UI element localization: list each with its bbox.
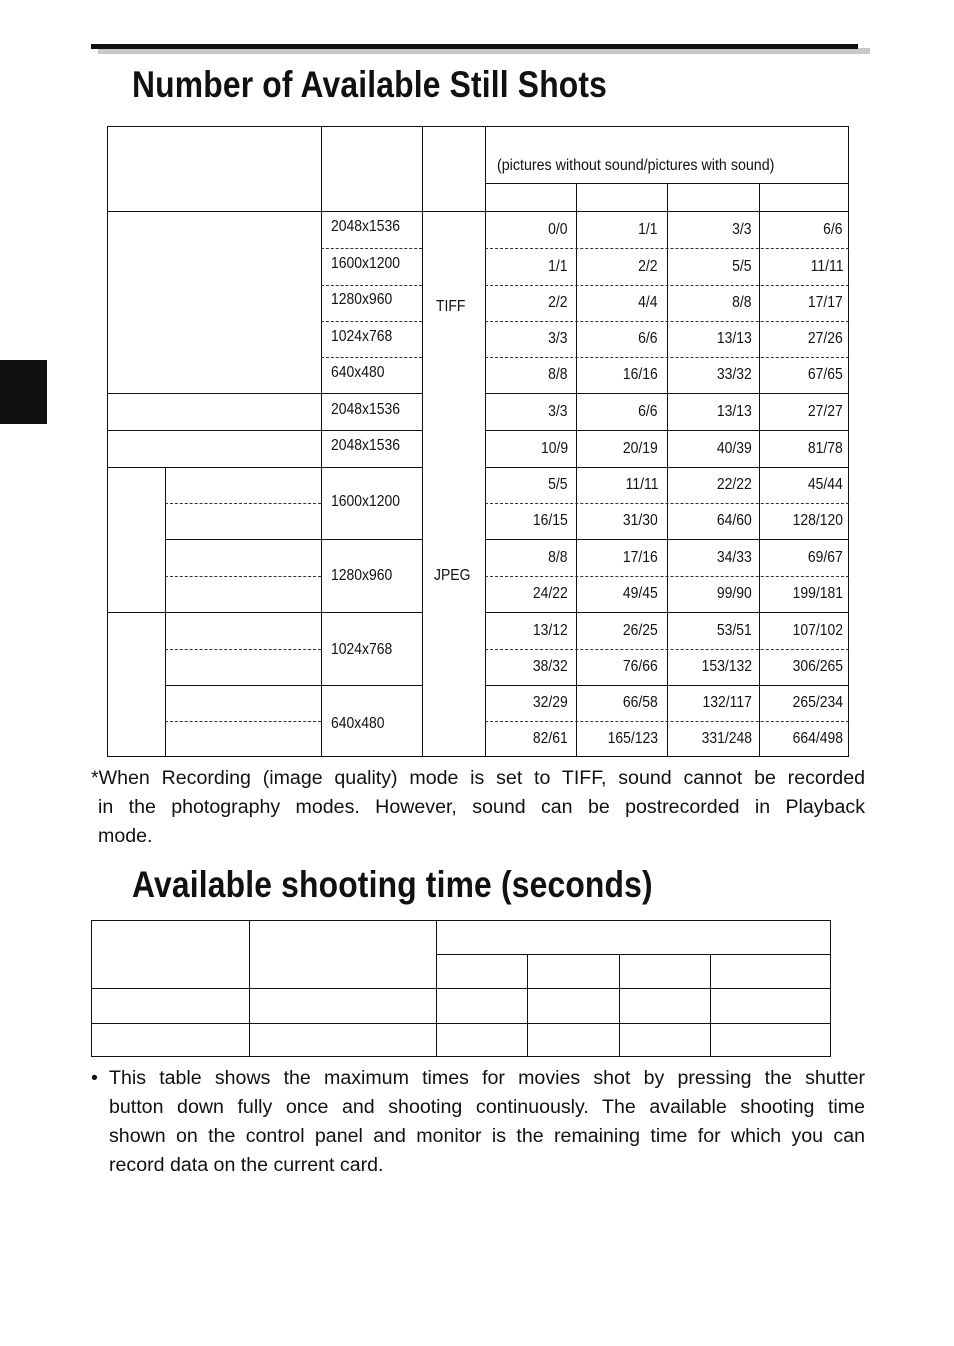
table-divider: [108, 467, 422, 468]
table-divider: [485, 685, 849, 686]
shot-count: 81/78: [808, 439, 843, 457]
table-divider: [759, 211, 760, 757]
still-shots-table: [107, 126, 849, 757]
shot-count: 6/6: [638, 330, 658, 347]
shot-count: 32/29: [533, 694, 568, 711]
bullet-line-1: This table shows the maximum times for movies shot by pressing the shutter: [109, 1067, 865, 1089]
t2-divider: [527, 954, 528, 1056]
resolution-label: 1600x1200: [331, 255, 401, 272]
format-tiff: TIFF: [436, 298, 466, 315]
shot-count: 1/1: [638, 220, 658, 238]
t2-divider: [710, 954, 711, 1056]
shot-count: 99/90: [717, 585, 752, 602]
t2-divider: [436, 954, 830, 955]
shooting-time-table: [91, 920, 831, 1057]
footnote: [91, 764, 865, 851]
shot-count: 49/45: [623, 585, 658, 602]
table-dashed-divider: [321, 321, 422, 322]
bullet-line-2: button down fully once and shooting continuously. The available shooting time: [109, 1096, 865, 1118]
resolution-label: 640x480: [331, 715, 385, 732]
table-divider: [485, 467, 849, 468]
table-divider: [485, 183, 849, 184]
shot-count: 26/25: [623, 621, 658, 639]
shot-count: 27/27: [808, 402, 843, 420]
shot-count: 40/39: [717, 439, 752, 457]
shot-count: 306/265: [792, 658, 843, 675]
table-dashed-divider: [321, 357, 422, 358]
resolution-label: 2048x1536: [331, 401, 401, 418]
shot-count: 45/44: [808, 476, 843, 493]
title-rule: [91, 44, 858, 49]
shot-count: 8/8: [732, 294, 752, 311]
table-dashed-divider: [321, 248, 422, 249]
table-divider: [485, 127, 486, 757]
shot-count: 128/120: [792, 512, 843, 529]
shot-count: 11/11: [810, 257, 843, 275]
table-dashed-divider: [165, 649, 321, 650]
shot-count: 67/65: [808, 366, 843, 383]
t2-divider: [92, 1023, 830, 1024]
table-dashed-divider: [485, 649, 849, 650]
shot-count: 3/3: [548, 402, 568, 420]
shot-count: 3/3: [732, 220, 752, 238]
shot-count: 10/9: [540, 439, 568, 457]
shot-count: 331/248: [701, 730, 752, 747]
shot-count: 664/498: [792, 730, 843, 747]
table-divider: [422, 127, 423, 757]
shot-count: 8/8: [548, 548, 568, 566]
table-divider: [108, 430, 422, 431]
page-title: Number of Available Still Shots: [132, 64, 608, 105]
shot-count: 69/67: [808, 548, 843, 566]
shot-count: 132/117: [702, 694, 752, 711]
shot-count: 16/15: [533, 512, 568, 529]
shot-count: 8/8: [548, 366, 568, 383]
table-divider: [108, 393, 422, 394]
resolution-label: 1280x960: [331, 567, 393, 584]
shot-count: 5/5: [548, 476, 568, 493]
table-dashed-divider: [485, 285, 849, 286]
table-dashed-divider: [321, 285, 422, 286]
table-dashed-divider: [485, 503, 849, 504]
shot-count: 16/16: [623, 366, 658, 383]
t2-divider: [92, 988, 830, 989]
table-divider: [485, 612, 849, 613]
resolution-label: 1280x960: [331, 291, 393, 308]
resolution-label: 640x480: [331, 364, 385, 381]
resolution-label: 1024x768: [331, 328, 393, 345]
shot-count: 3/3: [548, 330, 568, 347]
shot-count: 165/123: [607, 730, 658, 747]
shot-count: 265/234: [792, 694, 843, 711]
shot-count: 4/4: [638, 294, 658, 311]
table-dashed-divider: [485, 357, 849, 358]
shot-count: 34/33: [717, 548, 752, 566]
shot-count: 31/30: [623, 512, 658, 529]
table-divider: [165, 685, 422, 686]
bullet-line-4: record data on the current card.: [109, 1154, 384, 1176]
shot-count: 11/11: [625, 476, 658, 493]
header-note: (pictures without sound/pictures with sound): [497, 157, 775, 174]
shot-count: 13/13: [717, 330, 752, 347]
shot-count: 1/1: [548, 257, 568, 275]
shot-count: 33/32: [717, 366, 752, 383]
table-divider: [576, 184, 577, 211]
footnote-line-2: in the photography modes. However, sound can be postrecorded in Playback: [98, 796, 865, 818]
shot-count: 0/0: [548, 220, 568, 238]
table-dashed-divider: [165, 576, 321, 577]
t2-divider: [619, 954, 620, 1056]
table-dashed-divider: [485, 248, 849, 249]
table-dashed-divider: [165, 503, 321, 504]
shot-count: 38/32: [533, 658, 568, 675]
shot-count: 2/2: [638, 257, 658, 275]
shot-count: 17/16: [623, 548, 658, 566]
shot-count: 66/58: [623, 694, 658, 711]
table-dashed-divider: [485, 321, 849, 322]
table-dashed-divider: [165, 721, 321, 722]
format-jpeg: JPEG: [434, 567, 471, 584]
shot-count: 13/13: [717, 402, 752, 420]
shot-count: 13/12: [533, 621, 568, 639]
shot-count: 5/5: [732, 257, 752, 275]
resolution-label: 2048x1536: [331, 218, 401, 235]
shot-count: 2/2: [548, 294, 568, 311]
shot-count: 64/60: [717, 512, 752, 529]
shot-count: 53/51: [717, 621, 752, 639]
shot-count: 76/66: [623, 658, 658, 675]
resolution-label: 1600x1200: [331, 493, 401, 510]
table-divider: [108, 612, 422, 613]
shot-count: 199/181: [792, 585, 843, 602]
shot-count: 20/19: [623, 439, 658, 457]
table-divider: [321, 127, 322, 757]
table-divider: [667, 184, 668, 211]
table-divider: [485, 539, 849, 540]
resolution-label: 2048x1536: [331, 437, 401, 454]
table-divider: [667, 211, 668, 757]
table-divider: [576, 211, 577, 757]
table-divider: [108, 211, 849, 212]
shot-count: 153/132: [701, 658, 752, 675]
table-dashed-divider: [485, 576, 849, 577]
shot-count: 27/26: [808, 330, 843, 347]
footnote-line-1: *When Recording (image quality) mode is set to TIFF, sound cannot be recorded: [91, 767, 865, 789]
shot-count: 24/22: [533, 585, 568, 602]
shot-count: 17/17: [808, 294, 843, 311]
table-divider: [485, 430, 849, 431]
table-dashed-divider: [485, 721, 849, 722]
footnote-line-3: mode.: [98, 825, 153, 847]
shot-count: 82/61: [533, 730, 568, 747]
bullet-dot: •: [91, 1067, 98, 1089]
resolution-label: 1024x768: [331, 641, 393, 658]
table-divider: [165, 539, 422, 540]
table-divider: [485, 393, 849, 394]
shot-count: 6/6: [638, 402, 658, 420]
table-divider: [759, 184, 760, 211]
shot-count: 22/22: [717, 476, 752, 493]
bullet-line-3: shown on the control panel and monitor is the remaining time for which you can: [109, 1125, 865, 1147]
shot-count: 107/102: [792, 621, 843, 639]
shot-count: 6/6: [823, 220, 843, 238]
chapter-tab: [0, 360, 47, 424]
section-title: Available shooting time (seconds): [132, 864, 653, 905]
